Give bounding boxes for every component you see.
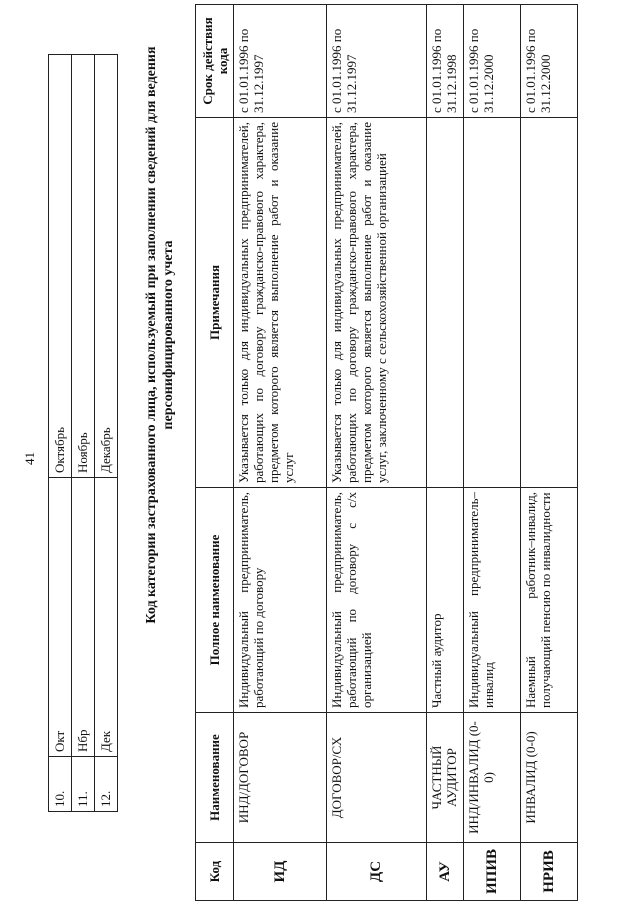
- table-row: [521, 5, 578, 901]
- table-row: [464, 5, 521, 901]
- header-full-name: Полное наименование: [196, 488, 234, 713]
- section-title-line1: Код категории застрахованного лица, используемый при заполнении сведений для ведения: [144, 46, 159, 624]
- row-name: ИНВАЛИД (0-0): [521, 713, 578, 843]
- row-name: ИНД/ДОГОВОР: [234, 713, 327, 843]
- table-header-row: [196, 5, 234, 901]
- header-code: Код: [196, 843, 234, 901]
- section-title: [143, 15, 177, 655]
- row-full-name: Наемный работник–инвалид, получающий пенсию по инвалидности: [521, 488, 578, 713]
- row-term: с 01.01.1996 по 31.12.2000: [521, 5, 578, 118]
- table-row: [427, 5, 464, 901]
- row-code: ИД: [234, 843, 327, 901]
- row-code: ИПИВ: [464, 843, 521, 901]
- row-code: НРИВ: [521, 843, 578, 901]
- months-table: [48, 54, 118, 812]
- row-notes: [521, 118, 578, 488]
- month-num: 11.: [72, 757, 95, 812]
- row-term: с 01.01.1996 по 31.12.1997: [327, 5, 427, 118]
- header-name: Наименование: [196, 713, 234, 843]
- row-name: ИНД/ИНВАЛИД (0-0): [464, 713, 521, 843]
- row-full-name: Индивидуальный предприниматель, работающий по договору: [234, 488, 327, 713]
- row-notes: Указывается только для индивидуальных предпринимателей, работающих по договору гражданско-правового характера, предметом которого является выполнение работ и оказание услуг: [234, 118, 327, 488]
- table-row: [234, 5, 327, 901]
- category-codes-table: [195, 4, 578, 901]
- row-term: с 01.01.1996 по 31.12.2000: [464, 5, 521, 118]
- row-term: с 01.01.1996 по 31.12.1997: [234, 5, 327, 118]
- month-num: 10.: [49, 757, 72, 812]
- page-number: 41: [22, 452, 37, 465]
- month-name: Декабрь: [95, 55, 118, 478]
- month-abbr: Дек: [95, 478, 118, 757]
- row-name: ДОГОВОР/СХ: [327, 713, 427, 843]
- month-name: Октябрь: [49, 55, 72, 478]
- header-term: Срок действия кода: [196, 5, 234, 118]
- month-abbr: Окт: [49, 478, 72, 757]
- table-row: [95, 55, 118, 812]
- row-term: с 01.01.1996 по 31.12.1998: [427, 5, 464, 118]
- table-row: [327, 5, 427, 901]
- row-notes: [464, 118, 521, 488]
- month-abbr: Нбр: [72, 478, 95, 757]
- header-notes: Примечания: [196, 118, 234, 488]
- row-full-name: Индивидуальный предприниматель, работающий по договору с с/х организацией: [327, 488, 427, 713]
- row-full-name: Индивидуальный предприниматель–инвалид: [464, 488, 521, 713]
- month-num: 12.: [95, 757, 118, 812]
- table-row: [49, 55, 72, 812]
- row-notes: Указывается только для индивидуальных предпринимателей, работающих по договору гражданско-правового характера, предметом которого является выполнение работ и оказание услуг, заключенному с сельскохозяйственной организацией: [327, 118, 427, 488]
- month-name: Ноябрь: [72, 55, 95, 478]
- row-name: ЧАСТНЫЙ АУДИТОР: [427, 713, 464, 843]
- row-full-name: Частный аудитор: [427, 488, 464, 713]
- table-row: [72, 55, 95, 812]
- section-title-line2: персонифицированного учета: [161, 240, 176, 430]
- row-notes: [427, 118, 464, 488]
- row-code: ДС: [327, 843, 427, 901]
- row-code: АУ: [427, 843, 464, 901]
